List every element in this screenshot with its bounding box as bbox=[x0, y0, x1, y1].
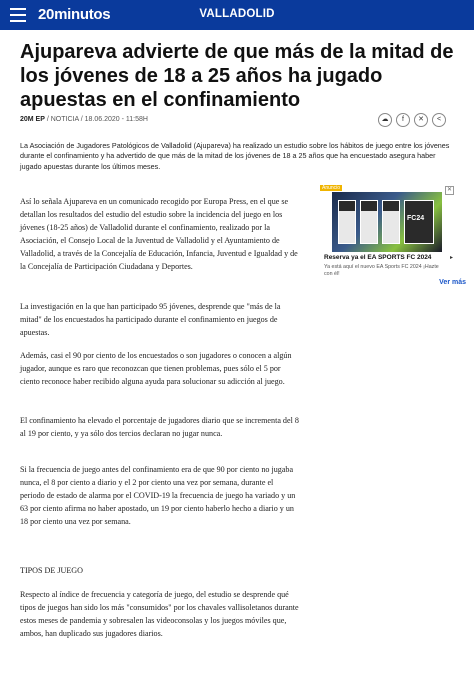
game-cover bbox=[382, 200, 400, 244]
game-cover bbox=[404, 200, 434, 244]
article-paragraph: Si la frecuencia de juego antes del confinamiento era de que 90 por ciento no jugaba nunca, el 8 por ciento a diario y el 2 por ciento una vez por semana, durante el periodo de estado de alarma por el COVID-19 la frecuencia de juego ha variado y un 63 por ciento afirma no haber apostado, un 19 por ciento haberlo hecho a diario y un 18 por ciento una vez por semana. bbox=[20, 465, 296, 526]
bluesky-icon[interactable]: ☁ bbox=[378, 113, 392, 127]
article-subheading: TIPOS DE JUEGO bbox=[20, 566, 83, 575]
article-body-2 bbox=[20, 300, 300, 349]
top-navigation-bar bbox=[0, 0, 474, 30]
game-cover bbox=[338, 200, 356, 244]
article-paragraph: Respecto al índice de frecuencia y categoría de juego, del estudio se desprende qué tipos de juegos han sido los más "consumidos" por los chavales vallisoletanos durante estos meses de pandemia y sobresalen las videoconsolas y los juegos móviles que, ambos, han duplicado sus jugadores diarios. bbox=[20, 590, 299, 638]
article-source: 20M EP bbox=[20, 116, 45, 123]
article-body-5 bbox=[20, 463, 300, 538]
twitter-icon[interactable]: ✕ bbox=[414, 113, 428, 127]
ad-image[interactable] bbox=[332, 192, 442, 252]
facebook-icon[interactable]: f bbox=[396, 113, 410, 127]
product-logo-text: FC24 bbox=[407, 215, 425, 222]
article-meta: 20M EP / NOTICIA / 18.06.2020 - 11:58H bbox=[20, 116, 148, 123]
ad-info-icon[interactable]: ▸ bbox=[449, 255, 453, 261]
article-headline: Ajupareva advierte de que más de la mitad de los jóvenes de 18 a 25 años ha jugado apuestas en el confinamiento bbox=[20, 41, 454, 111]
ad-more-link[interactable]: Ver más bbox=[439, 279, 466, 286]
site-logo[interactable]: 20minutos bbox=[38, 6, 111, 23]
ad-close-icon[interactable]: ✕ bbox=[446, 187, 453, 193]
article-body-6 bbox=[20, 588, 300, 650]
article-date: 18.06.2020 - 11:58H bbox=[84, 116, 148, 123]
section-label[interactable]: VALLADOLID bbox=[199, 8, 275, 20]
advertisement[interactable] bbox=[320, 185, 454, 290]
ad-title[interactable]: Reserva ya el EA SPORTS FC 2024 bbox=[324, 254, 432, 261]
article-paragraph: La investigación en la que han participado 95 jóvenes, desprende que "más de la mitad" de los encuestados ha participado durante el confinamiento en juegos de apuestas. bbox=[20, 302, 281, 337]
article-body-3 bbox=[20, 349, 300, 398]
article-paragraph: El confinamiento ha elevado el porcentaje de jugadores diario que se incrementa del 8 al 19 por ciento, y ya sólo dos tercios declaran no jugar nunca. bbox=[20, 416, 299, 438]
article-body bbox=[20, 195, 300, 283]
game-cover bbox=[360, 200, 378, 244]
article-category: NOTICIA bbox=[50, 116, 79, 123]
ad-description: Ya está aquí el nuevo EA Sports FC 2024 ¡Hazte con él! bbox=[324, 264, 439, 277]
article-body-4 bbox=[20, 414, 300, 450]
share-icon[interactable]: < bbox=[432, 113, 446, 127]
article-paragraph: Así lo señala Ajupareva en un comunicado recogido por Europa Press, en el que se detallan los resultados del estudio del estudio sobre la incidencia del juego en los jóvenes (18-25 años) de Valladolid durante el confinamiento, realizado por la Asociación, el Consejo Local de la Juventud de Valladolid y el Ayuntamiento de Valladolid, a través de la Concejalía de Educación, Infancia, Juventud e Igualdad y de la Concejalía de Participación Ciudadana y Deportes. bbox=[20, 197, 298, 271]
article-paragraph: Además, casi el 90 por ciento de los encuestados o son jugadores o conocen a algún jugador, aunque es raro que reconozcan que tienen problemas, pues sólo el 5 por ciento reconoce haber recibido alguna ayuda para solucionar su adicción al juego. bbox=[20, 351, 292, 386]
article-lead: La Asociación de Jugadores Patológicos de Valladolid (Ajupareva) ha realizado un estudio sobre los hábitos de juego entre los jóvenes durante el confinamiento y ha advertido de que más de la mitad de los jóvenes de 18 a 25 años que ha encuestado asegura haber jugado apuestas durante los últimos meses. bbox=[20, 141, 450, 171]
ad-label: Anuncio bbox=[322, 185, 341, 191]
